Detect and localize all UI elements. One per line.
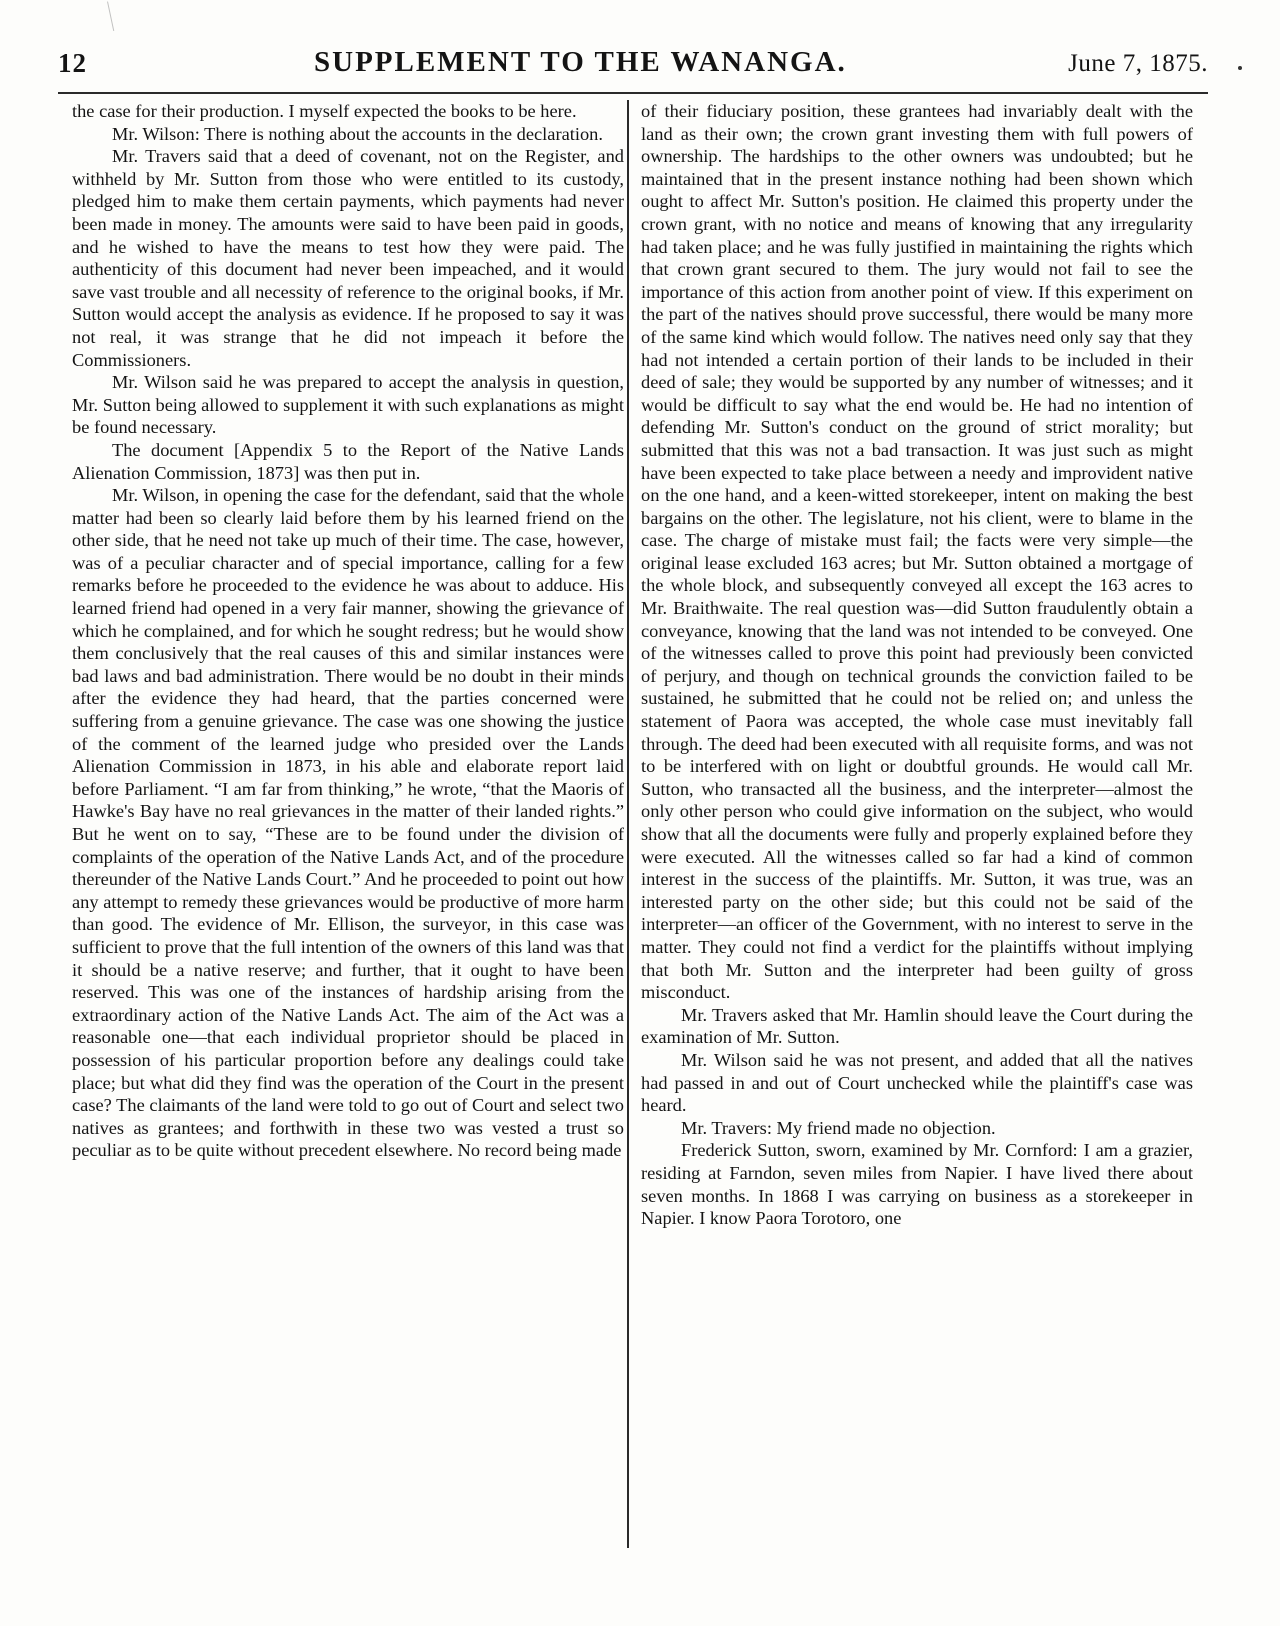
issue-date: June 7, 1875. — [1068, 50, 1208, 77]
print-speck — [1238, 66, 1242, 70]
print-smudge — [107, 0, 126, 31]
paragraph: Mr. Travers: My friend made no objection. — [681, 1117, 996, 1138]
paragraph: Mr. Wilson, in opening the case for the defendant, said that the whole matter had been so clearly laid before them by his learned friend on the other side, that he need not take up much of their time. The case, however, was of a peculiar character and of special importance, calling for a few remarks before he proceeded to the evidence he was about to adduce. His learned friend had opened in a very fair manner, showing the grievance of which he complained, and for which he sought redress; but he would show them conclusively that the real causes of this and similar instances were bad laws and bad administration. There would be no doubt in their minds after the evidence they had heard, that the parties concerned were suffering from a genuine grievance. The case was one showing the justice of the comment of the learned judge who presided over the Lands Alienation Commission in 1873, in his able and elaborate report laid before Parliament. “I am far from thinking,” he wrote, “that the Maoris of Hawke's Bay have no real grievances in the matter of their landed rights.” But he went on to say, “These are to be found under the division of complaints of the operation of the Native Lands Act, and of the procedure thereunder of the Native Lands Court.” And he proceeded to point out how any attempt to remedy these grievances would be productive of more harm than good. The evidence of Mr. Ellison, the surveyor, in this case was sufficient to prove that the full intention of the owners of this land was that it should be a native reserve; and further, that it ought to have been reserved. This was one of the instances of hardship arising from the extraordinary action of the Native Lands Act. The aim of the Act was a reasonable one—that each individual proprietor should be placed in possession of his particular proportion before any dealings could take place; but what did they find was the operation of the Court in the present case? The claimants of the land were told to go out of Court and select two natives as grantees; and forthwith in these two was vested a trust so peculiar as to be quite without precedent elsewhere. No record being made — [72, 485, 624, 1161]
right-column — [641, 100, 1193, 1230]
page-number: 12 — [58, 48, 87, 78]
page-header — [58, 44, 1208, 84]
header-rule — [58, 92, 1208, 94]
paragraph: Mr. Wilson said he was not present, and added that all the natives had passed in and out of Court unchecked while the plaintiff's case was heard. — [641, 1049, 1193, 1116]
paragraph: of their fiduciary position, these grantees had invariably dealt with the land as their own; the crown grant investing them with full powers of ownership. The hardships to the other owners was undoubted; but he maintained that in the present instance nothing had been shown which ought to affect Mr. Sutton's position. He claimed this property under the crown grant, with no notice and means of knowing that any irregularity had taken place; and he was fully justified in maintaining the rights which that crown grant secured to them. The jury would not fail to see the importance of this action from another point of view. If this experiment on the part of the natives should prove successful, there would be many more of the same kind which would follow. The natives need only say that they had not intended a certain portion of their lands to be included in their deed of sale; they would be supported by any number of witnesses; and it would be difficult to say what the end would be. He had no intention of defending Mr. Sutton's conduct on the ground of strict morality; but submitted that this was not a bad transaction. It was just such as might have been expected to take place between a needy and improvident native on the one hand, and a keen-witted storekeeper, intent on making the best bargains on the other. The legislature, not his client, were to blame in the case. The charge of mistake must fail; the facts were very simple—the original lease excluded 163 acres; but Mr. Sutton obtained a mortgage of the whole block, and subsequently conveyed all except the 163 acres to Mr. Braithwaite. The real question was—did Sutton fraudulently obtain a conveyance, knowing that the land was not intended to be conveyed. One of the witnesses called to prove this point had previously been convicted of perjury, and though on technical grounds the conviction failed to be sustained, he submitted that he could not be relied on; and unless the statement of Paora was accepted, the whole case must inevitably fall through. The deed had been executed with all requisite forms, and was not to be interfered with on light or doubtful grounds. He would call Mr. Sutton, who transacted all the business, and the interpreter—almost the only other person who could give information on the subject, who would show that all the documents were fully and properly explained before they were executed. All the witnesses called so far had a kind of common interest in the success of the plaintiffs. Mr. Sutton, it was true, was an interested party on the other side; but this could not be said of the interpreter—an officer of the Government, with no interest to serve in the matter. They could not find a verdict for the plaintiffs without implying that both Mr. Sutton and the interpreter had been guilty of gross misconduct. — [641, 101, 1193, 1003]
paragraph: The document [Appendix 5 to the Report of the Native Lands Alienation Commission, 1873] was then put in. — [72, 439, 624, 483]
paragraph: Mr. Travers said that a deed of covenant, not on the Register, and withheld by Mr. Sutton from those who were entitled to its custody, pledged him to make them certain payments, which payments had never been made in money. The amounts were said to have been paid in goods, and he wished to have the means to test how they were paid. The authenticity of this document had never been impeached, and it would save vast trouble and all necessity of reference to the original books, if Mr. Sutton would accept the analysis as evidence. If he proposed to say it was not real, it was strange that he did not impeach it before the Commissioners. — [72, 146, 624, 370]
paragraph: Mr. Wilson: There is nothing about the accounts in the declaration. — [112, 123, 603, 144]
paragraph: Mr. Wilson said he was prepared to accept the analysis in question, Mr. Sutton being allowed to supplement it with such explanations as might be found necessary. — [72, 372, 624, 438]
paragraph: Frederick Sutton, sworn, examined by Mr. Cornford: I am a grazier, residing at Farndon, seven miles from Napier. I have lived there about seven months. In 1868 I was carrying on business as a storekeeper in Napier. I know Paora Torotoro, one — [641, 1140, 1193, 1229]
paragraph: the case for their production. I myself expected the books to be here. — [72, 101, 577, 121]
left-column — [72, 100, 624, 1162]
paragraph: Mr. Travers asked that Mr. Hamlin should leave the Court during the examination of Mr. Sutton. — [641, 1004, 1193, 1048]
masthead-title: SUPPLEMENT TO THE WANANGA. — [314, 46, 847, 78]
column-rule — [627, 100, 629, 1548]
